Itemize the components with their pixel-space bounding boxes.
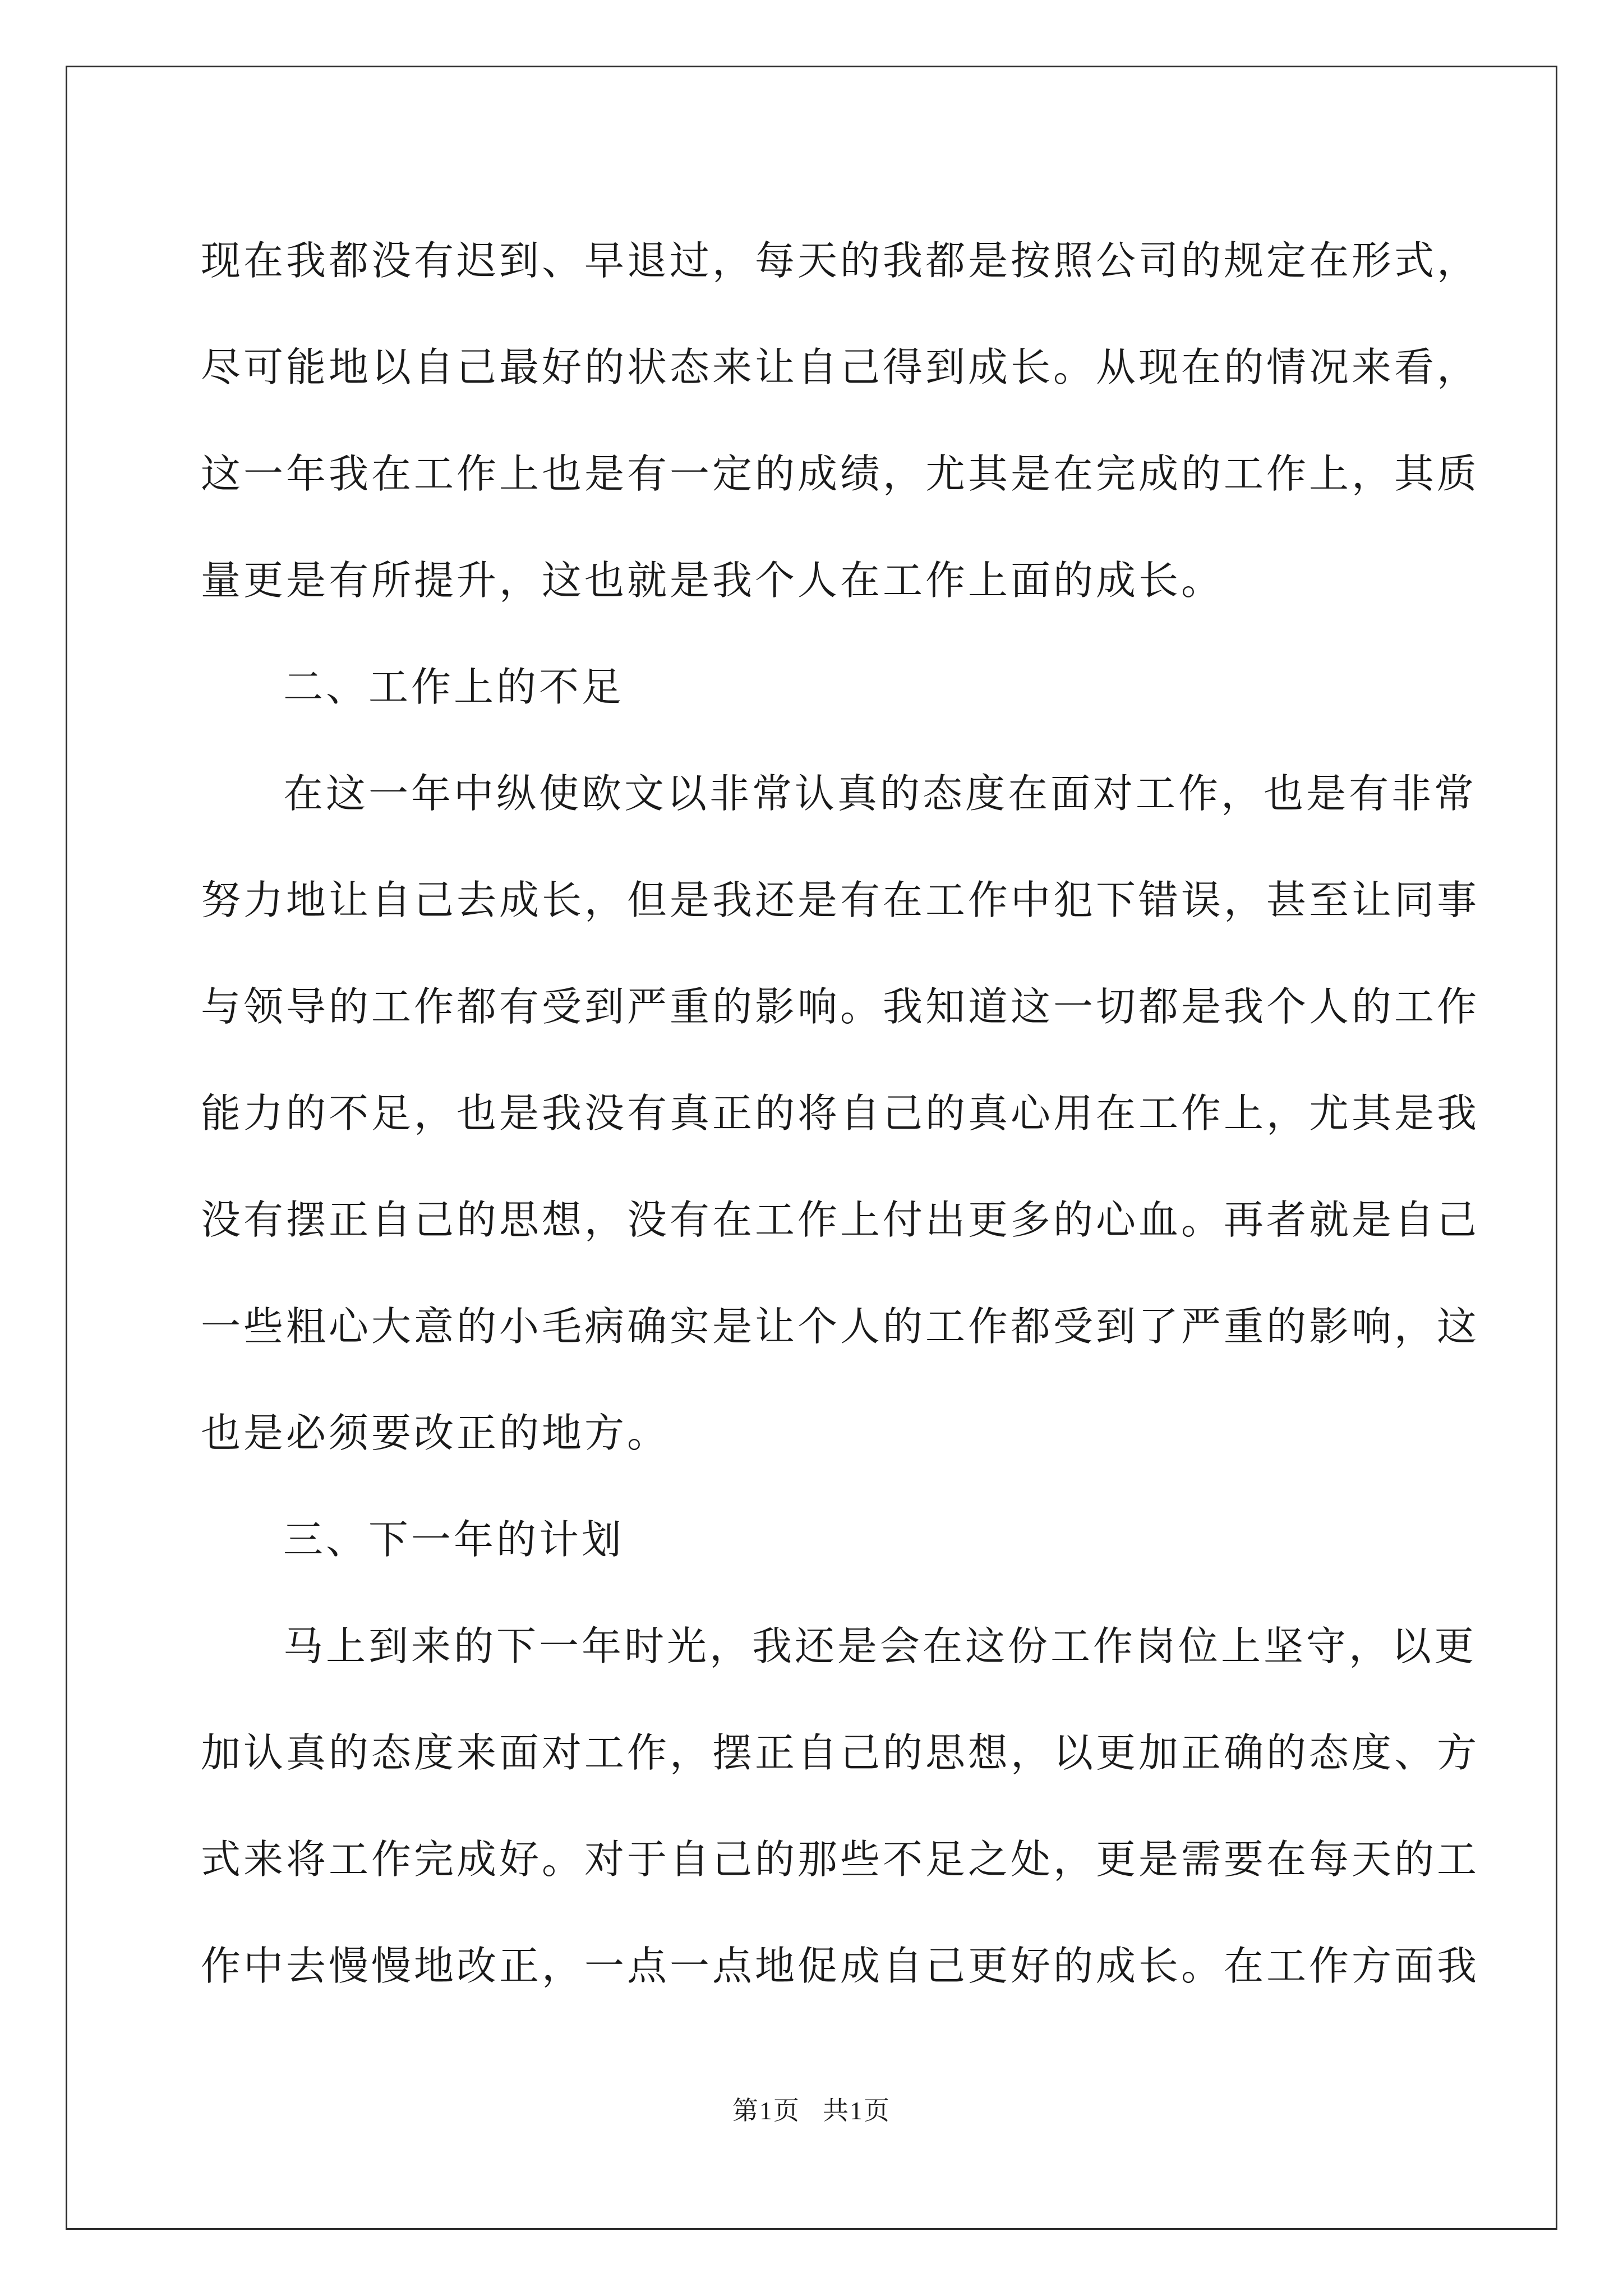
paragraph-line: 尽可能地以自己最好的状态来让自己得到成长。从现在的情况来看， — [201, 344, 1480, 390]
page-total: 共1页 — [823, 2096, 891, 2125]
page-number: 第1页 — [732, 2096, 800, 2125]
paragraph-line: 也是必须要改正的地方。 — [201, 1410, 670, 1456]
section-heading: 三、下一年的计划 — [283, 1516, 625, 1563]
paragraph-line: 量更是有所提升，这也就是我个人在工作上面的成长。 — [201, 557, 1224, 604]
paragraph-line: 加认真的态度来面对工作，摆正自己的思想，以更加正确的态度、方 — [201, 1729, 1480, 1776]
paragraph-line: 能力的不足，也是我没有真正的将自己的真心用在工作上，尤其是我 — [201, 1090, 1480, 1137]
paragraph-line: 与领导的工作都有受到严重的影响。我知道这一切都是我个人的工作 — [201, 983, 1480, 1030]
paragraph-line: 马上到来的下一年时光，我还是会在这份工作岗位上坚守，以更 — [283, 1623, 1477, 1669]
paragraph-line: 在这一年中纵使欧文以非常认真的态度在面对工作，也是有非常 — [283, 770, 1477, 817]
section-heading: 二、工作上的不足 — [283, 664, 625, 710]
paragraph-line: 这一年我在工作上也是有一定的成绩，尤其是在完成的工作上，其质 — [201, 450, 1480, 497]
paragraph-line: 努力地让自己去成长，但是我还是有在工作中犯下错误，甚至让同事 — [201, 877, 1480, 923]
paragraph-line: 一些粗心大意的小毛病确实是让个人的工作都受到了严重的影响，这 — [201, 1303, 1480, 1350]
paragraph-line: 作中去慢慢地改正，一点一点地促成自己更好的成长。在工作方面我 — [201, 1943, 1480, 1989]
page-footer — [0, 2090, 1623, 2127]
paragraph-line: 没有摆正自己的思想，没有在工作上付出更多的心血。再者就是自己 — [201, 1197, 1480, 1243]
document-body — [201, 208, 1480, 2019]
paragraph-line: 式来将工作完成好。对于自己的那些不足之处，更是需要在每天的工 — [201, 1836, 1480, 1883]
paragraph-line: 现在我都没有迟到、早退过，每天的我都是按照公司的规定在形式， — [201, 237, 1480, 284]
